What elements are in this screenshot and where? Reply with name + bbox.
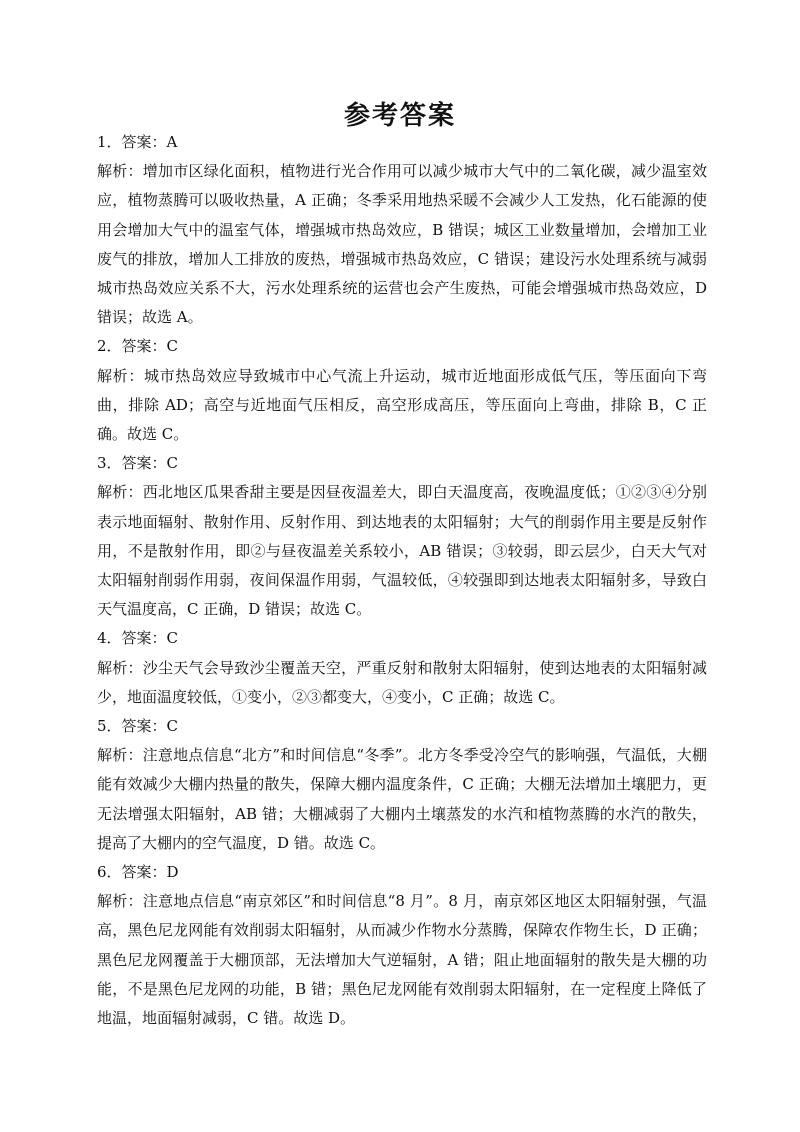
analysis-text: 解析：注意地点信息“北方”和时间信息“冬季”。北方冬季受冷空气的影响强，气温低，大棚能有效减少大棚内热量的散失，保障大棚内温度条件，C 正确；大棚无法增加土壤肥力，更无法增强太阳辐射，AB 错；大棚减弱了大棚内土壤蒸发的水汽和植物蒸腾的水汽的散失，提高了大棚内的空气温度，D 错。故选 C。 (97, 746, 707, 852)
answer-item-1 (97, 128, 707, 332)
answer-line: 2．答案：C (97, 337, 179, 356)
answer-line: 3．答案：C (97, 454, 179, 473)
answer-line: 5．答案：C (97, 717, 179, 736)
analysis-text: 解析：西北地区瓜果香甜主要是因昼夜温差大，即白天温度高，夜晚温度低；①②③④分别表示地面辐射、散射作用、反射作用、到达地表的太阳辐射；大气的削弱作用主要是反射作用，不是散射作用，即②与昼夜温差关系较小，AB 错误；③较弱，即云层少，白天大气对太阳辐射削弱作用弱，夜间保温作用弱，气温较低，④较强即到达地表太阳辐射多，导致白天气温度高，C 正确，D 错误；故选 C。 (97, 483, 707, 619)
answer-line: 4．答案：C (97, 629, 179, 648)
page-title: 参考答案 (343, 101, 456, 131)
analysis-text: 解析：城市热岛效应导致城市中心气流上升运动，城市近地面形成低气压，等压面向下弯曲，排除 AD；高空与近地面气压相反，高空形成高压，等压面向上弯曲，排除 B，C 正确。故选 C。 (97, 366, 707, 444)
analysis-text: 解析：增加市区绿化面积，植物进行光合作用可以减少城市大气中的二氧化碳，减少温室效应，植物蒸腾可以吸收热量，A 正确；冬季采用地热采暖不会减少人工发热，化石能源的使用会增加大气中的温室气体，增强城市热岛效应，B 错误；城区工业数量增加，会增加工业废气的排放，增加人工排放的废热，增强城市热岛效应，C 错误；建设污水处理系统与减弱城市热岛效应关系不大，污水处理系统的运营也会产生废热，可能会增强城市热岛效应，D 错误；故选 A。 (97, 162, 707, 327)
answer-item-6 (97, 858, 707, 1033)
answer-item-4 (97, 624, 707, 712)
analysis-text: 解析：沙尘天气会导致沙尘覆盖天空，严重反射和散射太阳辐射，使到达地表的太阳辐射减少，地面温度较低，①变小，②③都变大，④变小，C 正确；故选 C。 (97, 658, 707, 706)
answer-list (97, 128, 707, 1033)
analysis-text: 解析：注意地点信息“南京郊区”和时间信息“8 月”。8 月，南京郊区地区太阳辐射强，气温高，黑色尼龙网能有效削弱太阳辐射，从而减少作物水分蒸腾，保障农作物生长，D 正确；黑色尼龙网覆盖于大棚顶部，无法增加大气逆辐射，A 错；阻止地面辐射的散失是大棚的功能，不是黑色尼龙网的功能，B 错；黑色尼龙网能有效削弱太阳辐射，在一定程度上降低了地温，地面辐射减弱，C 错。故选 D。 (97, 892, 707, 1028)
answer-item-3 (97, 449, 707, 624)
answer-line: 1．答案：A (97, 133, 178, 151)
answer-item-2 (97, 332, 707, 449)
answer-item-5 (97, 712, 707, 858)
answer-line: 6．答案：D (97, 863, 179, 882)
